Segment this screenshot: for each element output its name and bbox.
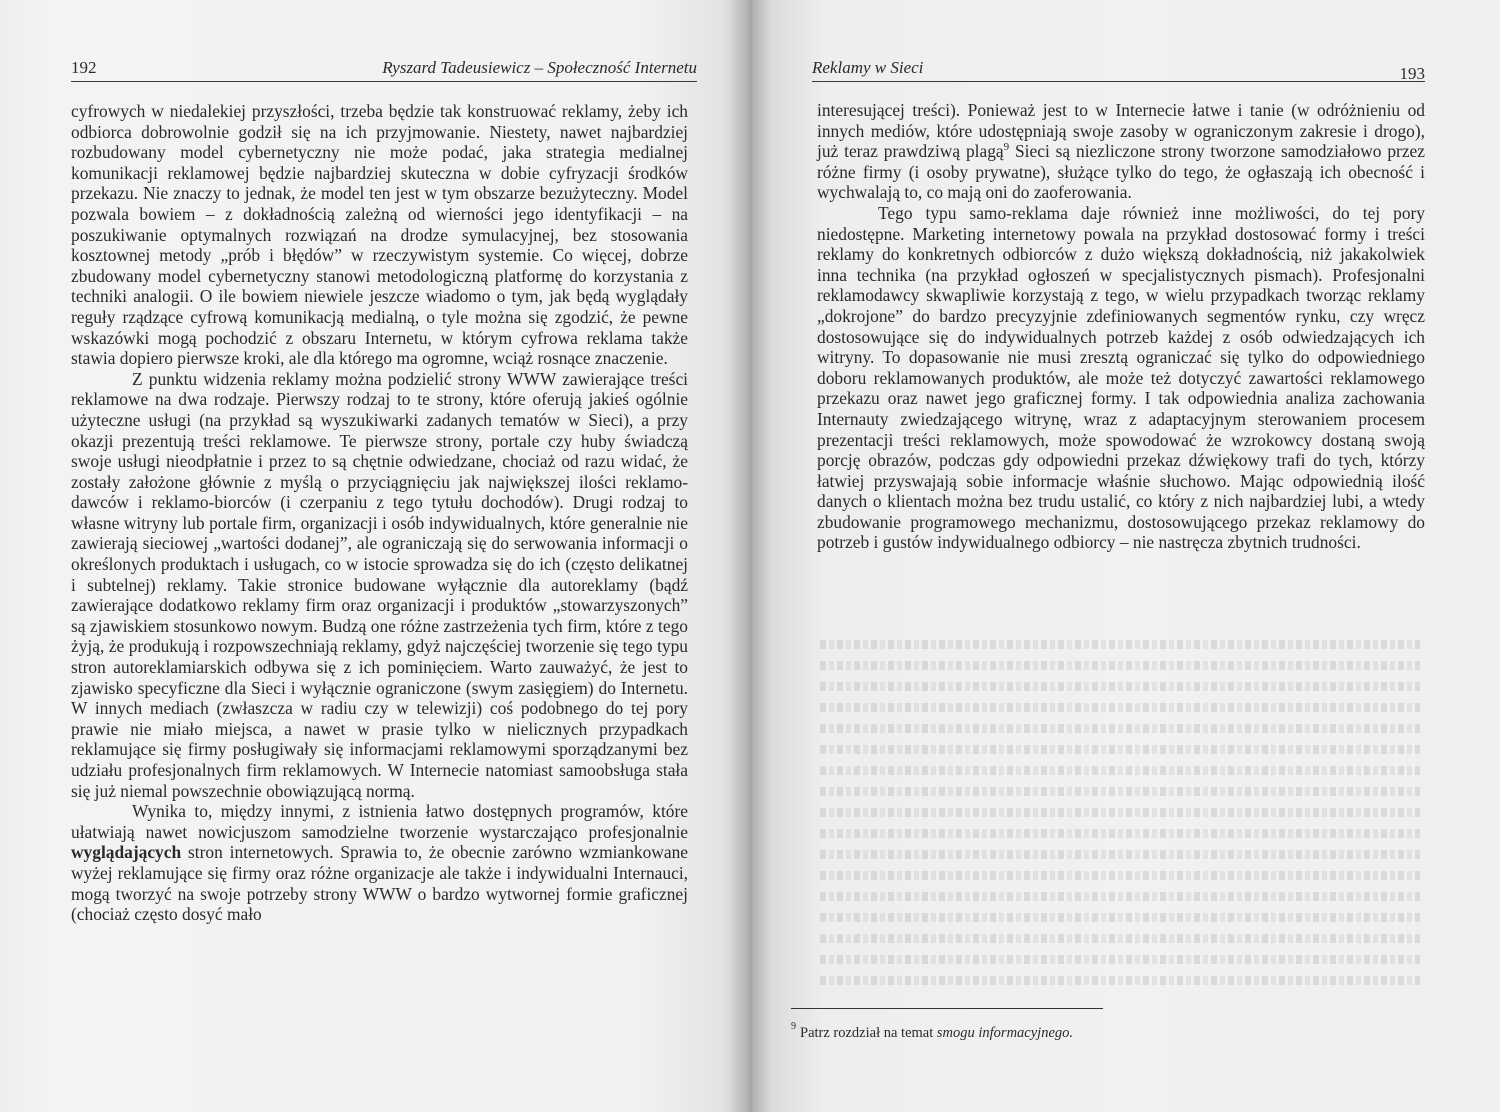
right-paragraph-2: Tego typu samo-reklama daje również inne możliwości, do tej pory niedostępne. Marketing internetowy powala na przykład dostosować formy i treści reklamy do konkretnych odbiorców z dużo większą dokładnością, niż jakakolwiek inna technika (na przykład ogłoszeń w specjalistycznych pismach). Profesjonalni reklamodawcy skwapliwie korzystają z tego, w wielu przypadkach tworząc reklamy „dokrojone” do bardzo precyzyjnie zdefiniowanych segmentów rynku, czy wręcz dostosowujące się do indywidualnych potrzeb każdej z osób odwiedzających ich witryny. To dopasowanie nie musi zresztą ograniczać się tylko do odpowiedniego doboru reklamowanych produktów, ale może też dotyczyć zawartości reklamowego przekazu oraz nawet jego graficznej formy. I tak odpowiednia analiza zachowania Internauty zwiedzającego witrynę, wraz z adaptacyjnym sterowaniem procesem prezentacji treści reklamowych, może spowodować że wzrokowcy dostaną swoją porcję obrazów, podczas gdy odpowiedni przekaz dźwiękowy trafi do tych, którzy łatwiej przyswajają sobie informacje właśnie słuchowo. Mając odpowiednią ilość danych o klientach można bez trudu ustalić, co który z nich najbardziej lubi, a wtedy zbudowanie programowego mechanizmu, dostosowującego przekaz reklamowy do potrzeb i gustów indywidualnego odbiorcy – nie nastręcza zbytnich trudności.: [817, 202, 1425, 553]
footnote-reference: 9: [1003, 141, 1010, 154]
running-head-right: [812, 54, 1425, 82]
page-number-left: 192: [71, 58, 97, 77]
page-number-right: 193: [1399, 64, 1425, 83]
left-paragraph-2: Z punktu widzenia reklamy można podzielić strony WWW zawierające treści reklamowe na dwa rodzaje. Pierwszy rodzaj to te strony, które oferują jakieś ogólnie użyteczne usługi (na przykład są wyszukiwarki zadanych tematów w Sieci), a przy okazji prezentują treści reklamowe. Te pierwsze strony, portale czy huby świadczą swoje usługi nieodpłatnie i przez to są chętnie odwiedzane, chociaż od razu widać, że zostały założone głównie z myślą o przyciągnięciu jak największej ilości reklamo-dawców i reklamo-biorców (i czerpaniu z tego tytułu dochodów). Drugi rodzaj to własne witryny lub portale firm, organizacji i osób indywidualnych, które generalnie nie zawierają sieciowej „wartości dodanej”, ale ograniczają się do serwowania informacji o określonych produktach i usługach, co w istocie sprowadza się do ich (często delikatnej i subtelnej) reklamy. Takie stronice budowane wyłącznie dla autoreklamy (bądź zawierające dodatkowo reklamy firm oraz organizacji i produktów „stowarzyszonych” są zjawiskiem stosunkowo nowym. Budzą one różne zastrzeżenia tych firm, które z tego żyją, że produkują i rozpowszechniają reklamy, gdyż najczęściej tworzenie się tego typu stron autoreklamiarskich odbywa się z ich pominięciem. Warto zauważyć, że jest to zjawisko specyficzne dla Sieci i wyłącznie ograniczone (swym zasięgiem) do Internetu. W innych mediach (zwłaszcza w radiu czy w telewizji) coś podobnego do tej pory prawie nie miało miejsca, a nawet w prasie tylko w nielicznych przypadkach reklamujące się firmy posługiwały się informacjami reklamowymi sporządzanymi bez udziału profesjonalnych firm reklamowych. W Internecie natomiast samoobsługa stała się już niemal powszechnie obowiązującą normą.: [71, 368, 688, 801]
right-page-body: [817, 100, 1425, 553]
left-paragraph-3-end: stron internetowych. Sprawia to, że obecnie zarówno wzmiankowane wyżej reklamujące się firmy oraz różne organizacje ale także i indywidualni Internauci, mogą tworzyć na swoje potrzeby strony WWW o bardzo wytwornej formie graficznej (chociaż często dosyć mało: [71, 842, 688, 925]
bold-word: wyglądających: [71, 842, 182, 863]
footnote: [791, 1020, 1073, 1042]
footnote-divider: [791, 1008, 1103, 1009]
footnote-italic-text: smogu informacyjnego.: [936, 1024, 1074, 1041]
left-page-body: [71, 101, 688, 925]
left-paragraph-3-start: Wynika to, między innymi, z istnienia łatwo dostępnych programów, które ułatwiają nawet nowicjuszom samodzielne tworzenie wystarczająco profesjonalnie: [71, 801, 688, 842]
running-title-left: Ryszard Tadeusiewicz – Społeczność Internetu: [382, 58, 697, 77]
running-head-left: [71, 54, 697, 82]
right-page: [750, 0, 1500, 1112]
running-title-right: Reklamy w Sieci: [812, 58, 924, 77]
right-paragraph-1-start: interesującej treści). Ponieważ jest to w Internecie łatwe i tanie (w odróżnieniu od innych mediów, które udostępniają swoje zasoby w ograniczonym zakresie i drogo), już teraz prawdziwą plagą: [817, 100, 1425, 162]
footnote-mark: 9: [791, 1021, 796, 1032]
right-paragraph-1-end: Sieci są niezliczone strony tworzone samodziałowo przez różne firmy (i osoby prywatne), służące tylko do tego, że ogłaszają ich obecność i wychwalają to, co mają oni do zaoferowania.: [817, 141, 1425, 203]
footnote-text: Patrz rozdział na temat: [800, 1024, 937, 1041]
left-paragraph-3: [71, 801, 688, 925]
left-paragraph-1: cyfrowych w niedalekiej przyszłości, trzeba będzie tak konstruować reklamy, żeby ich odbiorca dobrowolnie godził się na ich przyjmowanie. Niestety, nawet najbardziej rozbudowany model cybernetyczny nie może podać, jaka strategia medialnej komunikacji reklamowej będzie najbardziej skuteczna w dobie cyfryzacji środków przekazu. Nie znaczy to jednak, że model ten jest w tym obszarze bezużyteczny. Model pozwala bowiem – z dokładnością zależną od wierności jego identyfikacji – na poszukiwanie optymalnych rozwiązań na drodze symulacyjnej, bez stosowania kosztownej metody „prób i błędów” w rzeczywistym systemie. Co więcej, dobrze zbudowany model cybernetyczny stanowi metodologiczną platformę do korzystania z techniki analogii. O ile bowiem niewiele jeszcze wiadomo o tym, jak będą wyglądały reguły rządzące cyfrową komunikacją medialną, o tyle można się zgodzić, że pewne wskazówki mogą pochodzić z obszaru Internetu, w którym cyfrowa reklama także stawia dopiero pierwsze kroki, ale dla którego ma ogromne, wciąż rosnące znaczenie.: [71, 101, 688, 369]
right-paragraph-1: [817, 100, 1425, 203]
